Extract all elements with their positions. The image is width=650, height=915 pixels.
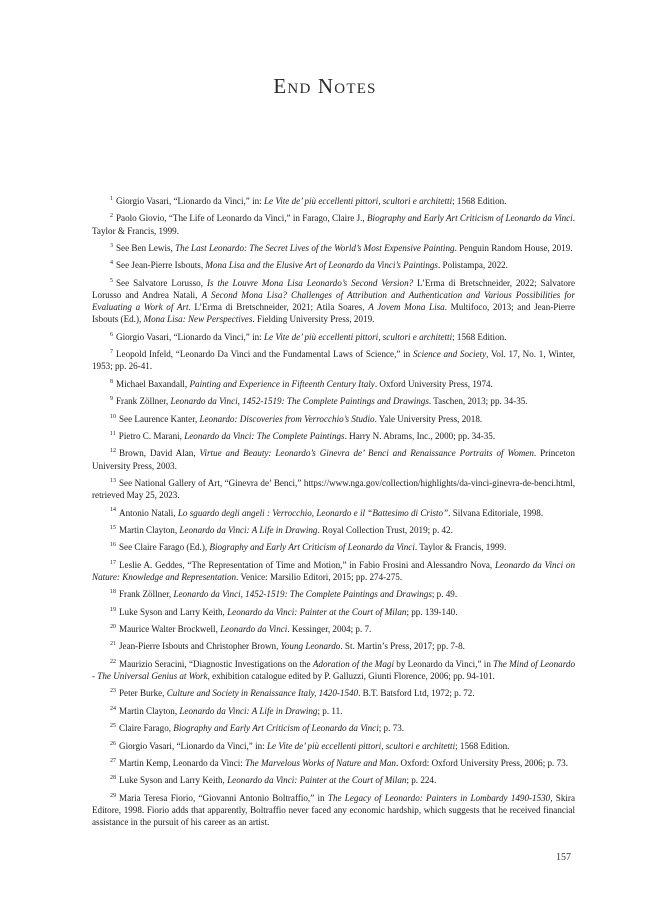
endnote-text: ; pp. 139-140. [406,606,458,617]
endnote-text: ; p. 73. [378,723,405,734]
endnote-title: Leonardo da Vinci: A Life in Drawing [179,705,318,716]
endnote-number: 24 [110,705,116,712]
endnote-text: Jean-Pierre Isbouts and Christopher Brown, [119,641,281,652]
endnote-text: Frank Zöllner, [119,589,174,600]
endnote [92,477,575,501]
endnote-text: . Oxford: Oxford University Press, 2006; p. 73. [395,757,568,768]
endnote-text: ; p. 11. [317,705,343,716]
endnote-number: 7 [110,349,113,356]
endnote-title: A Jovem Mona Lisa [368,302,445,313]
endnote-title: Leonardo da Vinci: Painter at the Court of Milan [227,606,407,617]
endnote-number: 2 [110,213,113,220]
endnote-text: . Fielding University Press, 2019. [252,314,375,325]
page-title: End Notes [273,74,377,98]
endnote-title: Leonardo da Vinci [220,624,288,635]
endnote-text: See Ben Lewis, [116,242,176,253]
endnote-title: Adoration of the Magi [312,658,394,669]
endnote-number: 4 [110,260,113,267]
endnote-title: Leonardo da Vinci: The Complete Paintings [184,430,345,441]
endnotes-list [92,195,575,834]
endnote-text: Leopold Infeld, “Leonardo Da Vinci and the Fundamental Laws of Science,” in [116,349,413,360]
endnote-text: . St. Martin’s Press, 2017; pp. 7-8. [340,641,465,652]
endnote [92,277,575,326]
endnote-text: ; 1568 Edition. [455,740,510,751]
endnote-title: Science and Society [412,349,487,360]
endnote-text: by Leonardo da Vinci,” in [394,658,494,669]
endnote [92,774,575,786]
endnote-title: Lo sguardo degli angeli : Verrocchio, Leonardo e il “Battesimo di Cristo” [177,507,449,518]
endnote-text: . Royal Collection Trust, 2019; p. 42. [317,524,453,535]
endnote-text: . Yale University Press, 2018. [374,413,483,424]
endnote-number: 3 [110,242,113,249]
endnote [92,524,575,536]
endnote-text: See National Gallery of Art, “Ginevra de’ Benci,” https://www.nga.gov/collection/highlights/da-vinci-ginevra-de-benci.html, retrieved May 25, 2023. [92,477,575,501]
endnote-number: 11 [110,430,116,437]
endnote-title: Painting and Experience in Fifteenth Century Italy [189,378,375,389]
endnote-title: The Marvelous Works of Nature and Man [245,757,396,768]
endnote-text: Peter Burke, [119,688,167,699]
endnote-number: 12 [110,448,116,455]
endnote-text: Claire Farago, [119,723,174,734]
endnote-text: . Kessinger, 2004; p. 7. [287,624,372,635]
endnote-number: 26 [110,740,116,747]
endnote-number: 27 [110,757,116,764]
endnote-title: Leonardo da Vinci on Nature: Knowledge and Representation [92,559,575,582]
endnote-number: 10 [110,413,116,420]
endnote-text: ; p. 224. [406,775,437,786]
endnote-title: Leonardo: Discoveries from Verrocchio’s Studio [199,413,375,424]
endnote-number: 17 [110,559,116,566]
endnote-number: 22 [110,658,116,665]
endnote-text: Leslie A. Geddes, “The Representation of Time and Motion,” in Fabio Frosini and Alessandro Nova, [119,559,495,570]
endnote-text: Maria Teresa Fiorio, “Giovanni Antonio Boltraffio,” in [119,792,328,803]
endnote-text: See Claire Farago (Ed.), [119,542,210,553]
endnote-text: Luke Syson and Larry Keith, [119,775,228,786]
endnote-title: A Second Mona Lisa? Challenges of Attribution and Authentication and Various Possibilities for Evaluating a Work of Art [92,289,575,313]
endnote [92,413,575,425]
endnote-text: Paolo Giovio, “The Life of Leonardo da Vinci,” in Farago, Claire J., [116,213,367,224]
endnote-title: The Last Leonardo: The Secret Lives of the World’s Most Expensive Painting [175,242,455,253]
endnote-title: The Legacy of Leonardo: Painters in Lombardy 1490-1530 [327,792,551,803]
endnote [92,757,575,769]
endnote-text: . Polistampa, 2022. [437,260,508,271]
endnote-number: 1 [110,195,113,202]
endnote-text: . Princeton University Press, 2003. [92,448,575,471]
endnote-text: Antonio Natali, [119,507,178,518]
endnote-title: Young Leonardo [280,641,341,652]
endnote-number: 13 [110,477,116,484]
endnote-title: Le Vite de’ più eccellenti pittori, scultori e architetti [263,331,453,342]
endnote-text: See Jean-Pierre Isbouts, [116,260,206,271]
page-number: 157 [556,852,571,863]
endnote-text: L’Erma di Bretschneider, 2022; Salvatore Lorusso and Andrea Natali, [92,277,575,300]
endnote [92,559,575,583]
endnote-title: Biography and Early Art Criticism of Leonardo da Vinci [173,723,379,734]
endnote [92,395,575,407]
endnote-number: 6 [110,331,113,338]
endnote-text: . Taylor & Francis, 1999. [414,542,507,553]
endnote [92,242,575,254]
endnote-text: ; 1568 Edition. [452,196,507,206]
endnote-text: . L’Erma di Bretschneider, 2021; Atila Soares, [188,302,369,313]
endnote-number: 23 [110,688,116,695]
endnote-title: Virtue and Beauty: Leonardo’s Ginevra de’ Benci and Renaissance Portraits of Women [199,448,534,459]
endnote [92,430,575,442]
endnote-text: . Taschen, 2013; pp. 34-35. [428,396,528,407]
endnote-text: See Laurence Kanter, [119,413,200,424]
endnote-title: Is the Louvre Mona Lisa Leonardo’s Second Version? [206,277,414,288]
endnote-number: 29 [110,792,116,799]
endnote-text: . Oxford University Press, 1974. [374,378,493,389]
endnote [92,447,575,471]
endnote-title: Le Vite de’ più eccellenti pittori, scultori e architetti [263,196,453,206]
endnote-text: Pietro C. Marani, [118,430,185,441]
endnote-number: 9 [110,396,113,403]
endnote-title: Le Vite de’ più eccellenti pittori, scultori e architetti [266,740,456,751]
endnote [92,740,575,752]
endnote-title: Culture and Society in Renaissance Italy, 1420-1540 [166,688,359,699]
endnote-text: Maurice Walter Brockwell, [119,624,221,635]
endnote [92,792,575,829]
endnote-number: 21 [110,641,116,648]
endnote-text: . Silvana Editoriale, 1998. [448,507,544,518]
endnote-text: , exhibition catalogue edited by P. Galluzzi, Giunti Florence, 2006; pp. 94-101. [207,671,495,682]
endnote-text: Giorgio Vasari, “Lionardo da Vinci,” in: [119,740,267,751]
endnote [92,722,575,734]
endnote-number: 18 [110,589,116,596]
endnote-number: 19 [110,606,116,613]
endnote-text: See Salvatore Lorusso, [116,277,207,288]
endnote-number: 25 [110,723,116,730]
endnote-title: Leonardo da Vinci, 1452-1519: The Complete Paintings and Drawings [170,396,429,407]
endnote-text: . B.T. Batsford Ltd, 1972; p. 72. [358,688,475,699]
endnote-text: , Vol. 17, No. 1, Winter, 1953; pp. 26-41. [92,349,576,372]
endnote [92,541,575,553]
endnote [92,658,575,682]
endnote-text: . Penguin Random House, 2019. [454,242,573,253]
endnote-title: The Mind of Leonardo - The Universal Genius at Work [92,658,575,682]
endnote [92,195,575,207]
endnote-text: . Taylor & Francis, 1999. [92,213,575,236]
endnote-text: Luke Syson and Larry Keith, [119,606,228,617]
endnote-number: 28 [110,775,116,782]
endnote [92,348,575,372]
endnote-title: Mona Lisa and the Elusive Art of Leonardo da Vinci’s Paintings [205,260,438,271]
endnote-text: Giorgio Vasari, “Lionardo da Vinci,” in: [116,196,264,206]
endnote-text: ; p. 49. [431,589,458,600]
endnote-text: . Multifoco, 2013; and Jean-Pierre Isbouts (Ed.), [92,302,575,325]
endnote-text: . Venice: Marsilio Editori, 2015; pp. 274-275. [236,571,403,582]
endnote [92,640,575,652]
endnote-text: ; 1568 Edition. [452,331,507,342]
endnote [92,623,575,635]
endnote-title: Leonardo da Vinci, 1452-1519: The Complete Paintings and Drawings [173,589,432,600]
endnote-number: 20 [110,624,116,631]
endnote [92,588,575,600]
endnote [92,331,575,343]
endnote [92,212,575,236]
endnote-text: Giorgio Vasari, “Lionardo da Vinci,” in: [116,331,264,342]
endnote-title: Mona Lisa: New Perspectives [143,314,253,325]
endnote-text: Frank Zöllner, [116,396,171,407]
endnote-text: Brown, David Alan, [119,448,200,459]
endnote-text: Martin Kemp, Leonardo da Vinci: [119,757,246,768]
endnote-number: 14 [110,507,116,514]
endnote-text: Michael Baxandall, [116,378,190,389]
endnote-title: Biography and Early Art Criticism of Leonardo da Vinci [209,542,415,553]
endnote [92,259,575,271]
endnote-text: Martin Clayton, [119,705,180,716]
endnote [92,687,575,699]
endnote [92,705,575,717]
endnote [92,606,575,618]
endnote-text: Maurizio Seracini, “Diagnostic Investigations on the [119,658,313,669]
endnote [92,507,575,519]
endnote-title: Biography and Early Art Criticism of Leonardo da Vinci [366,213,573,224]
endnote-text: Martin Clayton, [119,524,180,535]
endnote-title: Leonardo da Vinci: A Life in Drawing [179,524,318,535]
endnote [92,378,575,390]
endnote-number: 5 [110,277,113,284]
endnote-number: 8 [110,378,113,385]
endnote-number: 16 [110,542,116,549]
endnote-text: , Skira Editore, 1998. Fiorio adds that apparently, Boltraffio never faced any economic hardship, which suggests that he received financial assistance in the pursuit of his career as an artist. [92,792,575,828]
endnote-text: . Harry N. Abrams, Inc., 2000; pp. 34-35. [344,430,496,441]
endnote-number: 15 [110,524,116,531]
endnote-title: Leonardo da Vinci: Painter at the Court of Milan [227,775,407,786]
